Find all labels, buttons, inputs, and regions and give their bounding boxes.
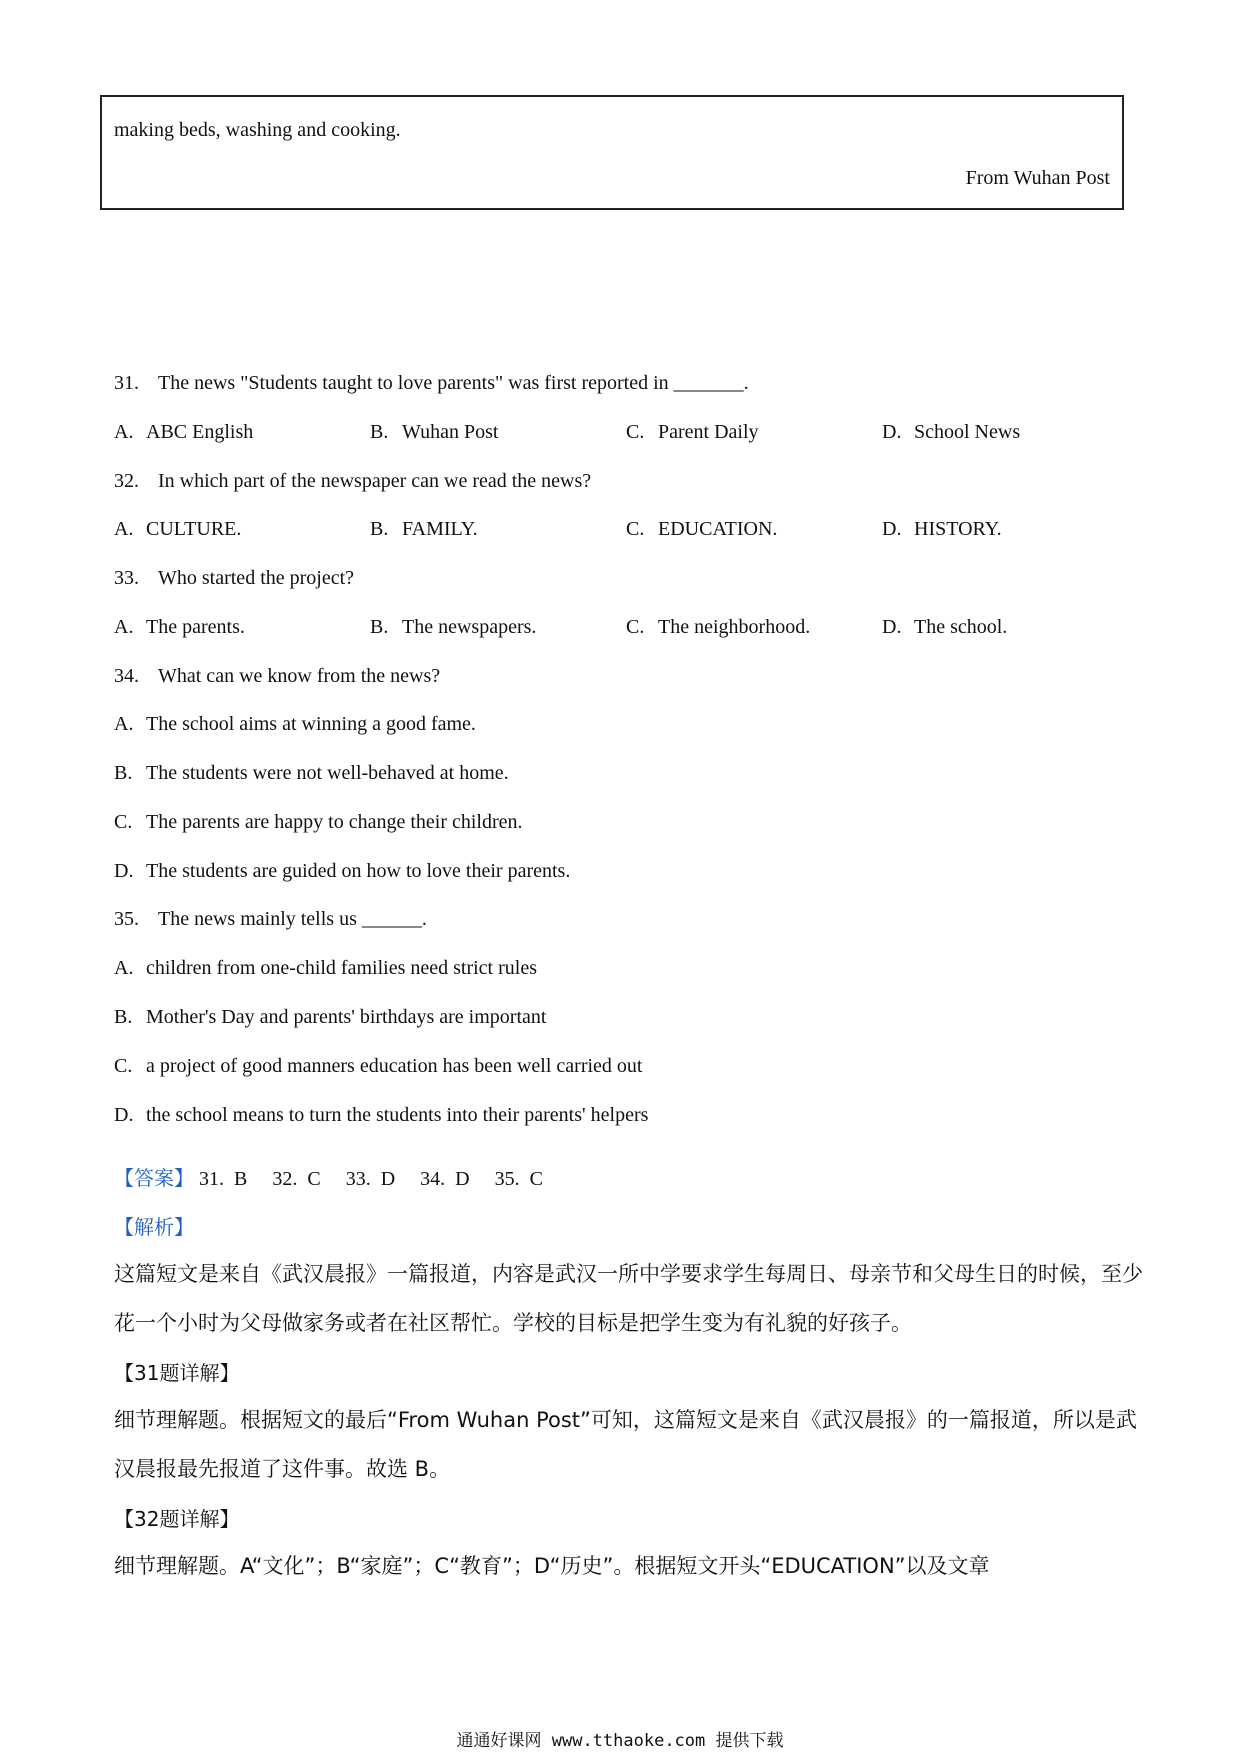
answer-letter: B (234, 1168, 248, 1190)
option-letter: D. (114, 1104, 134, 1126)
analysis-summary: 这篇短文是来自《武汉晨报》一篇报道，内容是武汉一所中学要求学生每周日、母亲节和父母生日的时候，至少花一个小时为父母做家务或者在社区帮忙。学校的目标是把学生变为有礼貌的好孩子。 (114, 1262, 1143, 1335)
option-letter: C. (114, 811, 133, 833)
answer-letter: D (455, 1168, 470, 1190)
question-34 (114, 665, 440, 688)
q34-option-b (114, 762, 509, 785)
option-letter: A. (114, 518, 134, 540)
option-letter: B. (114, 762, 133, 784)
option-letter: D. (882, 421, 902, 443)
option-letter: B. (370, 421, 389, 443)
q34-option-d (114, 860, 570, 883)
option-text: The newspapers. (402, 616, 537, 638)
q33-option-d (882, 616, 1007, 639)
q34-option-c (114, 811, 523, 834)
answer-item (272, 1168, 320, 1191)
question-32 (114, 470, 591, 493)
q32-option-c (626, 518, 777, 541)
option-text: Parent Daily (658, 421, 759, 443)
answer-number: 31. (199, 1168, 224, 1190)
answer-number: 32. (272, 1168, 298, 1190)
option-text: FAMILY. (402, 518, 478, 540)
q34-option-a (114, 713, 476, 736)
option-text: HISTORY. (914, 518, 1002, 540)
option-letter: A. (114, 616, 134, 638)
answer-item (346, 1168, 395, 1191)
option-letter: C. (626, 518, 645, 540)
option-letter: D. (882, 518, 902, 540)
option-letter: B. (114, 1006, 133, 1028)
option-text: The students are guided on how to love their parents. (146, 860, 571, 882)
question-number: 35. (114, 908, 139, 930)
option-text: The parents are happy to change their children. (146, 811, 523, 833)
option-letter: C. (114, 1055, 133, 1077)
question-text: What can we know from the news? (158, 665, 441, 687)
page-footer: 通通好课网 www.tthaoke.com 提供下载 (456, 1731, 784, 1751)
question-text: Who started the project? (158, 567, 355, 589)
option-text: Wuhan Post (402, 421, 499, 443)
q31-detail-heading: 【31题详解】 (114, 1361, 240, 1385)
option-text: School News (914, 421, 1021, 443)
option-letter: D. (114, 860, 134, 882)
option-text: a project of good manners education has been well carried out (146, 1055, 643, 1077)
answer-letter: C (307, 1168, 321, 1190)
option-letter: B. (370, 616, 389, 638)
q31-detail-text: 细节理解题。根据短文的最后“From Wuhan Post”可知，这篇短文是来自《武汉晨报》的一篇报道，所以是武汉晨报最先报道了这件事。故选 B。 (114, 1408, 1137, 1481)
passage-last-line: making beds, washing and cooking. (114, 119, 401, 141)
option-text: EDUCATION. (658, 518, 778, 540)
question-text: The news "Students taught to love parents" was first reported in _______. (158, 372, 749, 394)
question-text: In which part of the newspaper can we read the news? (158, 470, 592, 492)
q35-option-d (114, 1104, 648, 1127)
option-text: ABC English (146, 421, 254, 443)
question-number: 31. (114, 372, 139, 394)
option-letter: B. (370, 518, 389, 540)
option-text: The students were not well-behaved at home. (146, 762, 509, 784)
answer-number: 35. (494, 1168, 520, 1190)
option-letter: C. (626, 616, 645, 638)
question-number: 32. (114, 470, 139, 492)
passage-source: From Wuhan Post (965, 167, 1110, 189)
question-text: The news mainly tells us ______. (158, 908, 427, 930)
option-letter: D. (882, 616, 902, 638)
q35-option-c (114, 1055, 642, 1078)
option-text: Mother's Day and parents' birthdays are important (146, 1006, 547, 1028)
answer-number: 33. (345, 1168, 371, 1190)
q32-option-d (882, 518, 1002, 541)
q33-option-b (370, 616, 536, 639)
answer-item (199, 1168, 247, 1191)
option-text: children from one-child families need strict rules (146, 957, 537, 979)
answer-number: 34. (420, 1168, 446, 1190)
q31-option-b (370, 421, 498, 444)
answer-key (114, 1162, 563, 1191)
q32-detail-text: 细节理解题。A“文化”；B“家庭”；C“教育”；D“历史”。根据短文开头“EDUCATION”以及文章 (114, 1554, 990, 1578)
option-text: CULTURE. (146, 518, 242, 540)
option-text: the school means to turn the students into their parents' helpers (146, 1104, 649, 1126)
question-number: 34. (114, 665, 139, 687)
q33-option-a (114, 616, 245, 639)
q32-option-a (114, 518, 241, 541)
q35-option-b (114, 1006, 546, 1029)
option-letter: A. (114, 713, 134, 735)
answer-item (420, 1168, 469, 1191)
option-letter: C. (626, 421, 645, 443)
question-33 (114, 567, 354, 590)
question-35 (114, 908, 427, 931)
answer-tag: 【答案】 (114, 1168, 194, 1190)
option-text: The school. (914, 616, 1008, 638)
q35-option-a (114, 957, 537, 980)
passage-box (100, 95, 1124, 210)
q32-detail-heading: 【32题详解】 (114, 1507, 240, 1531)
option-letter: A. (114, 957, 134, 979)
q31-option-a (114, 421, 253, 444)
analysis-tag: 【解析】 (114, 1217, 194, 1239)
q31-option-d (882, 421, 1020, 444)
option-text: The school aims at winning a good fame. (146, 713, 476, 735)
answer-letter: D (380, 1168, 396, 1190)
q31-option-c (626, 421, 759, 444)
option-letter: A. (114, 421, 134, 443)
q33-option-c (626, 616, 810, 639)
option-text: The neighborhood. (658, 616, 811, 638)
answer-item (495, 1168, 543, 1191)
option-text: The parents. (146, 616, 245, 638)
q32-option-b (370, 518, 478, 541)
question-31 (114, 372, 749, 395)
answer-letter: C (529, 1168, 543, 1190)
question-number: 33. (114, 567, 139, 589)
